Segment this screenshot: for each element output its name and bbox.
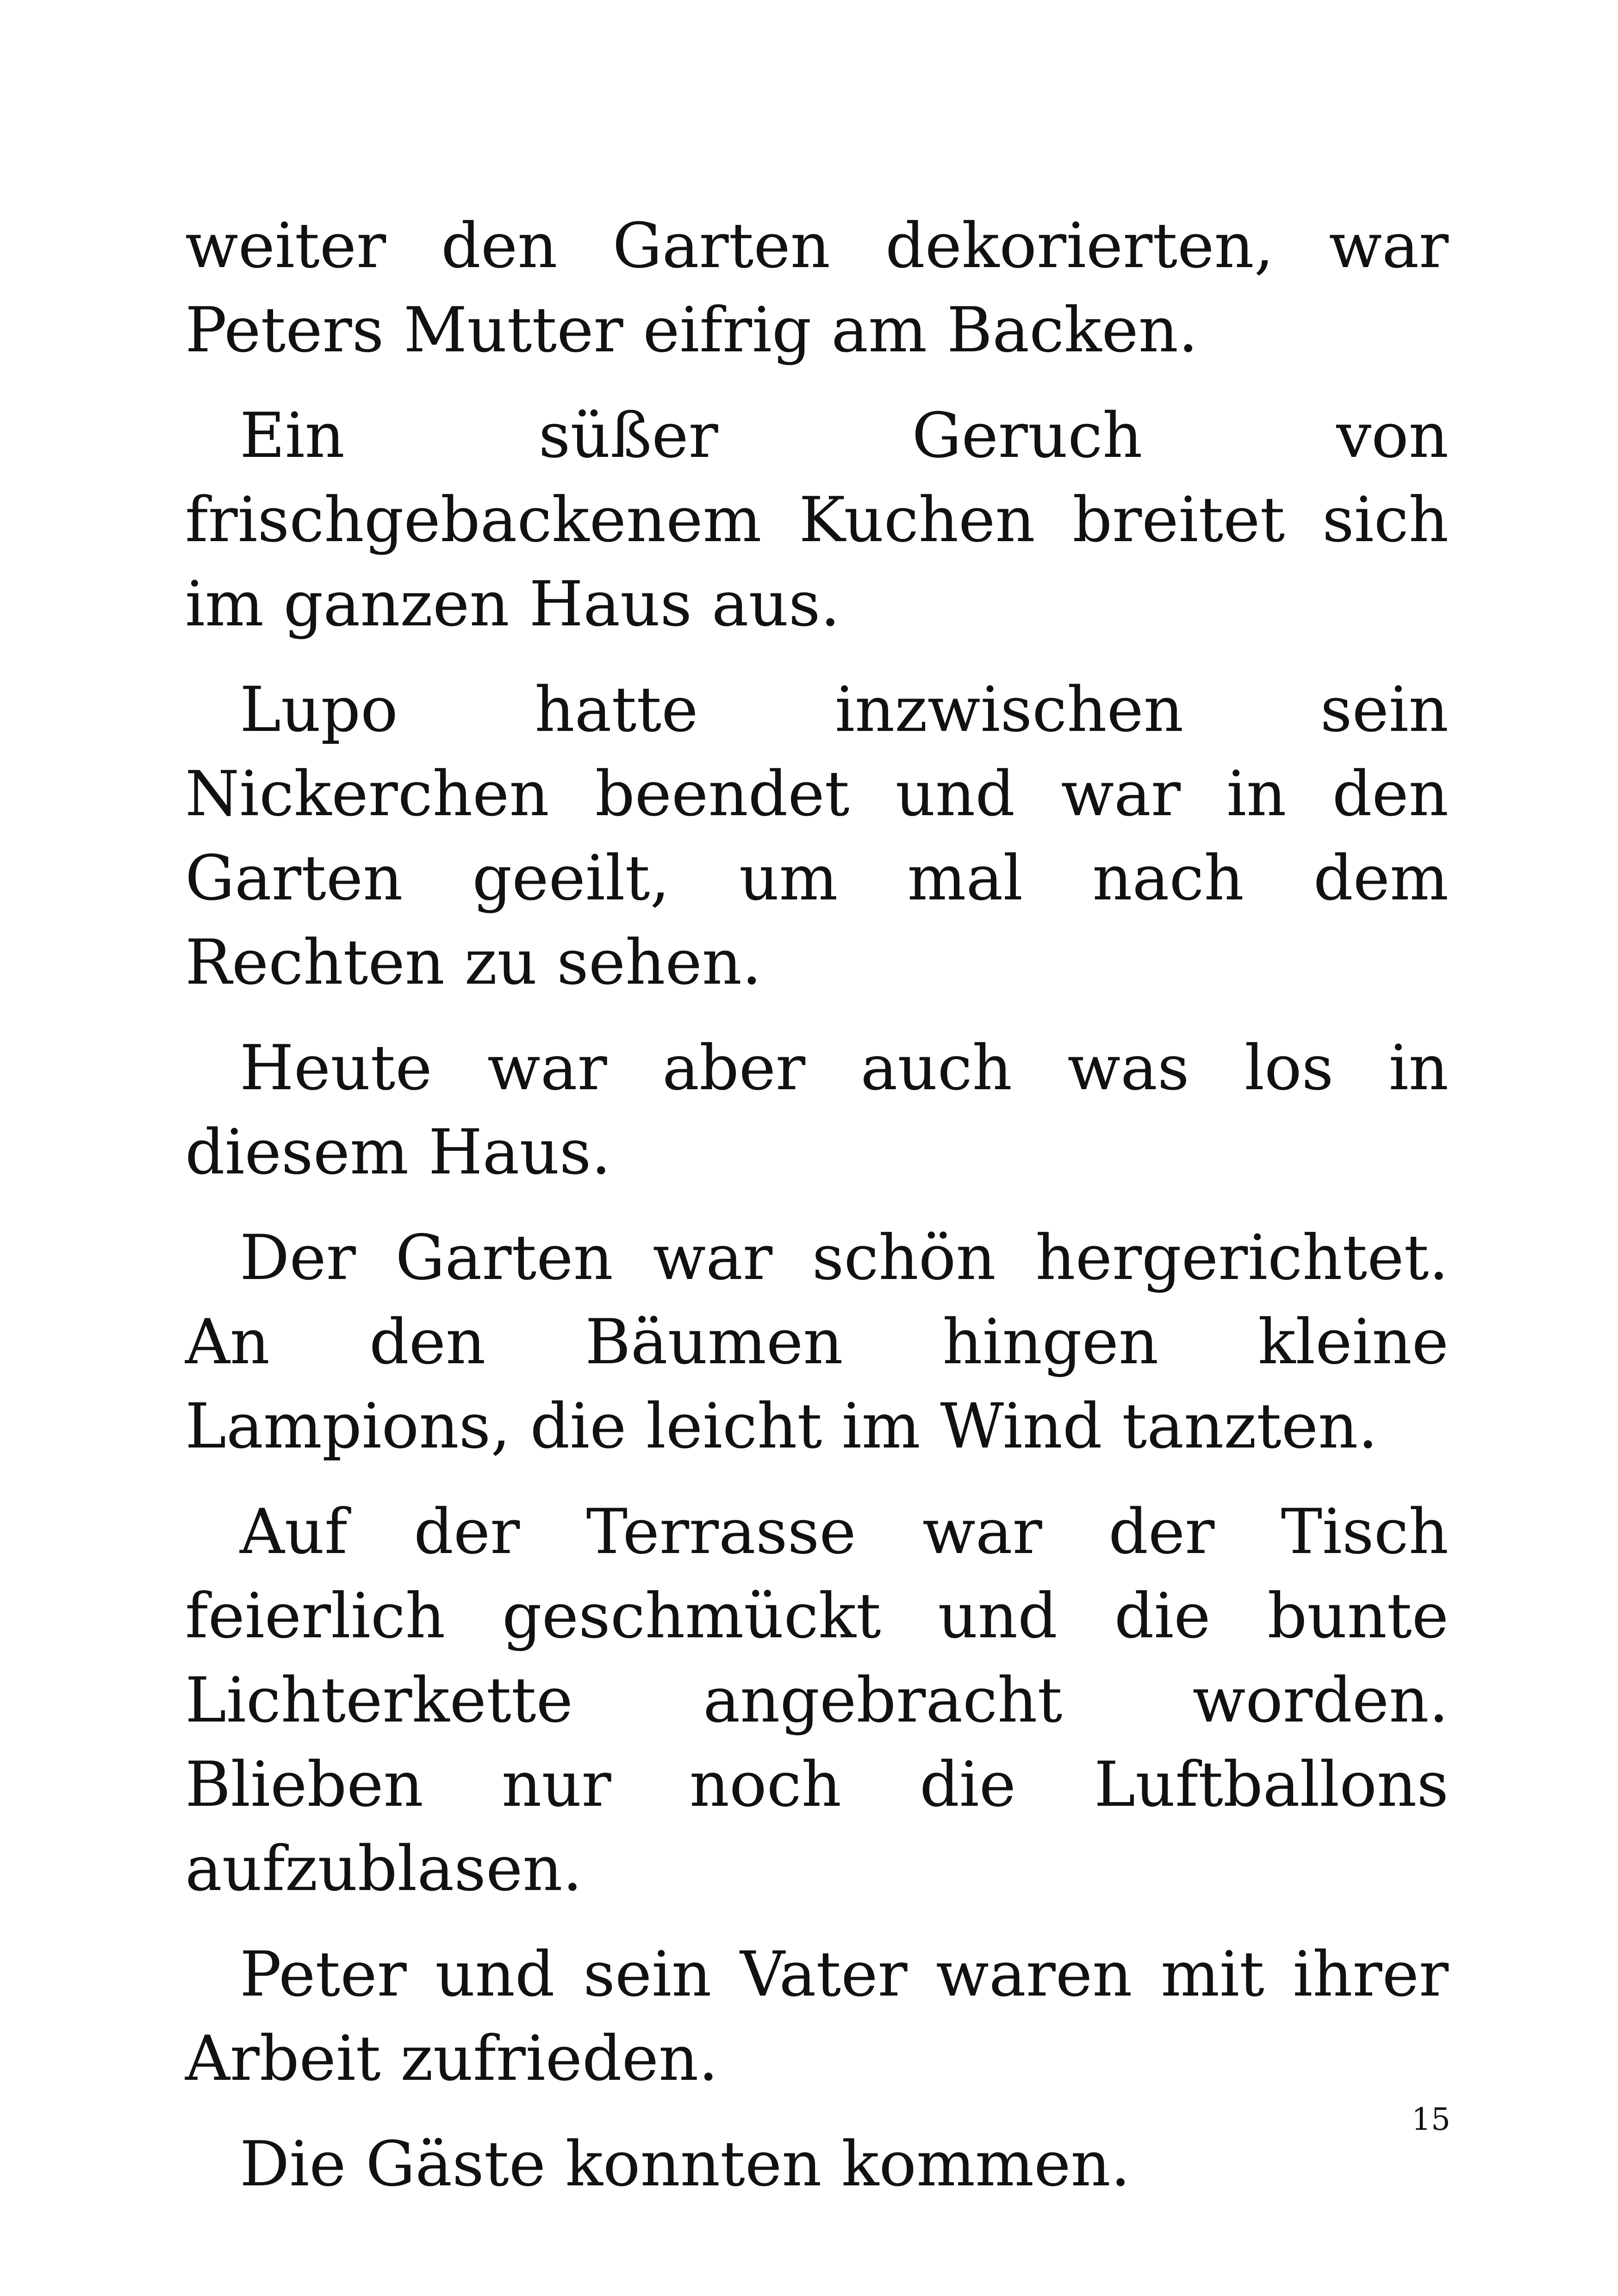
paragraph-1: weiter den Garten dekorierten, war Peters Mutter eifrig am Backen. xyxy=(185,210,1449,366)
paragraph-2: Ein süßer Geruch von frischgebackenem Kuchen breitet sich im ganzen Haus aus. xyxy=(185,399,1449,640)
body-text xyxy=(185,204,1449,2227)
paragraph-6: Auf der Terrasse war der Tisch feierlich geschmückt und die bunte Lichterkette angebracht worden. Blieben nur noch die Luftballons aufzublasen. xyxy=(185,1496,1449,1905)
paragraph-4: Heute war aber auch was los in diesem Haus. xyxy=(185,1032,1449,1188)
paragraph-5: Der Garten war schön hergerichtet. An den Bäumen hingen kleine Lampions, die leicht im Wind tanzten. xyxy=(185,1222,1449,1462)
paragraph-7: Peter und sein Vater waren mit ihrer Arbeit zufrieden. xyxy=(185,1938,1449,2095)
page-number: 15 xyxy=(1412,2102,1450,2137)
paragraph-3: Lupo hatte inzwischen sein Nickerchen beendet und war in den Garten geeilt, um mal nach dem Rechten zu sehen. xyxy=(185,674,1449,998)
paragraph-8: Die Gäste konnten kommen. xyxy=(240,2128,1131,2200)
